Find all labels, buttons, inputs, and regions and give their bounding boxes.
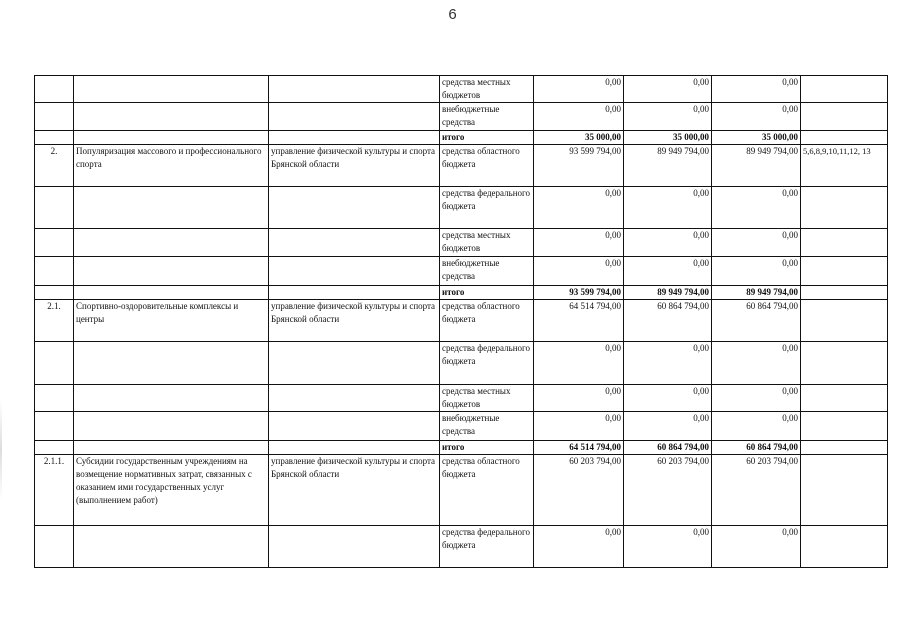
row-name <box>74 342 269 385</box>
amount-year-2: 0,00 <box>624 257 712 286</box>
scan-edge-mark <box>0 400 2 500</box>
amount-year-2: 60 864 794,00 <box>624 300 712 342</box>
table-row <box>35 300 888 342</box>
indicator-refs <box>801 412 888 441</box>
row-name <box>74 76 269 103</box>
funding-source: средства федерального бюджета <box>440 342 534 385</box>
amount-year-3: 0,00 <box>712 103 801 131</box>
row-number: 2. <box>35 145 74 187</box>
row-executor <box>269 76 440 103</box>
amount-year-2: 89 949 794,00 <box>624 145 712 187</box>
indicator-refs <box>801 385 888 412</box>
funding-source: средства местных бюджетов <box>440 385 534 412</box>
row-executor <box>269 526 440 568</box>
amount-year-2: 0,00 <box>624 385 712 412</box>
table-row <box>35 145 888 187</box>
row-executor <box>269 131 440 145</box>
amount-year-1: 0,00 <box>534 229 624 257</box>
row-number <box>35 526 74 568</box>
table-row <box>35 229 888 257</box>
indicator-refs <box>801 229 888 257</box>
row-name <box>74 441 269 455</box>
indicator-refs <box>801 455 888 526</box>
amount-year-1: 0,00 <box>534 187 624 229</box>
row-number <box>35 187 74 229</box>
amount-year-1: 0,00 <box>534 526 624 568</box>
row-number <box>35 342 74 385</box>
amount-year-3: 0,00 <box>712 229 801 257</box>
row-number <box>35 385 74 412</box>
table-row <box>35 76 888 103</box>
funding-source: средства областного бюджета <box>440 145 534 187</box>
amount-year-3: 60 864 794,00 <box>712 300 801 342</box>
row-number <box>35 76 74 103</box>
indicator-refs <box>801 131 888 145</box>
amount-year-1: 0,00 <box>534 385 624 412</box>
amount-year-1: 93 599 794,00 <box>534 145 624 187</box>
amount-year-2: 0,00 <box>624 342 712 385</box>
row-name: Популяризация массового и профессионального спорта <box>74 145 269 187</box>
amount-year-3: 0,00 <box>712 76 801 103</box>
funding-source: средства областного бюджета <box>440 300 534 342</box>
amount-year-1: 60 203 794,00 <box>534 455 624 526</box>
indicator-refs <box>801 187 888 229</box>
amount-year-1: 93 599 794,00 <box>534 286 624 300</box>
funding-source: средства федерального бюджета <box>440 526 534 568</box>
amount-year-1: 0,00 <box>534 342 624 385</box>
row-number <box>35 257 74 286</box>
row-number <box>35 103 74 131</box>
row-name: Субсидии государственным учреждениям на возмещение нормативных затрат, связанных с оказанием ими государственных услуг (выполнением работ) <box>74 455 269 526</box>
table-row <box>35 412 888 441</box>
amount-year-1: 0,00 <box>534 76 624 103</box>
amount-year-3: 89 949 794,00 <box>712 145 801 187</box>
amount-year-3: 0,00 <box>712 342 801 385</box>
amount-year-1: 0,00 <box>534 257 624 286</box>
indicator-refs: 5,6,8,9,10,11,12, 13 <box>801 145 888 187</box>
budget-table <box>34 75 888 568</box>
row-executor <box>269 103 440 131</box>
amount-year-2: 89 949 794,00 <box>624 286 712 300</box>
funding-source: внебюджетные средства <box>440 103 534 131</box>
funding-source: средства областного бюджета <box>440 455 534 526</box>
amount-year-1: 35 000,00 <box>534 131 624 145</box>
indicator-refs <box>801 76 888 103</box>
amount-year-3: 0,00 <box>712 412 801 441</box>
amount-year-2: 35 000,00 <box>624 131 712 145</box>
row-name: Спортивно-оздоровительные комплексы и центры <box>74 300 269 342</box>
row-executor: управление физической культуры и спорта Брянской области <box>269 300 440 342</box>
table-row <box>35 385 888 412</box>
amount-year-3: 89 949 794,00 <box>712 286 801 300</box>
funding-source: итого <box>440 286 534 300</box>
table-row-total <box>35 286 888 300</box>
amount-year-2: 0,00 <box>624 229 712 257</box>
amount-year-3: 35 000,00 <box>712 131 801 145</box>
amount-year-2: 0,00 <box>624 76 712 103</box>
funding-source: итого <box>440 441 534 455</box>
amount-year-2: 0,00 <box>624 103 712 131</box>
indicator-refs <box>801 526 888 568</box>
row-number <box>35 131 74 145</box>
table-row <box>35 455 888 526</box>
funding-source: внебюджетные средства <box>440 257 534 286</box>
indicator-refs <box>801 441 888 455</box>
row-number <box>35 286 74 300</box>
table-row <box>35 187 888 229</box>
amount-year-1: 0,00 <box>534 412 624 441</box>
indicator-refs <box>801 103 888 131</box>
indicator-refs <box>801 342 888 385</box>
row-name <box>74 257 269 286</box>
row-name <box>74 131 269 145</box>
row-name <box>74 187 269 229</box>
row-executor: управление физической культуры и спорта Брянской области <box>269 145 440 187</box>
row-executor <box>269 385 440 412</box>
funding-source: средства местных бюджетов <box>440 76 534 103</box>
row-executor <box>269 342 440 385</box>
amount-year-1: 64 514 794,00 <box>534 300 624 342</box>
amount-year-3: 60 203 794,00 <box>712 455 801 526</box>
row-executor <box>269 286 440 300</box>
row-number <box>35 229 74 257</box>
amount-year-3: 0,00 <box>712 187 801 229</box>
indicator-refs <box>801 257 888 286</box>
row-number: 2.1. <box>35 300 74 342</box>
amount-year-3: 0,00 <box>712 385 801 412</box>
indicator-refs <box>801 300 888 342</box>
table-row-total <box>35 441 888 455</box>
row-number: 2.1.1. <box>35 455 74 526</box>
row-name <box>74 526 269 568</box>
funding-source: итого <box>440 131 534 145</box>
table-row <box>35 103 888 131</box>
indicator-refs <box>801 286 888 300</box>
row-name <box>74 286 269 300</box>
funding-source: средства федерального бюджета <box>440 187 534 229</box>
funding-source: внебюджетные средства <box>440 412 534 441</box>
table-row-total <box>35 131 888 145</box>
amount-year-2: 0,00 <box>624 412 712 441</box>
amount-year-3: 60 864 794,00 <box>712 441 801 455</box>
amount-year-1: 0,00 <box>534 103 624 131</box>
amount-year-2: 0,00 <box>624 526 712 568</box>
page-number: 6 <box>448 6 457 23</box>
amount-year-2: 60 203 794,00 <box>624 455 712 526</box>
table-row <box>35 526 888 568</box>
amount-year-2: 60 864 794,00 <box>624 441 712 455</box>
row-name <box>74 412 269 441</box>
row-executor <box>269 441 440 455</box>
funding-source: средства местных бюджетов <box>440 229 534 257</box>
row-name <box>74 103 269 131</box>
table-row <box>35 342 888 385</box>
amount-year-3: 0,00 <box>712 257 801 286</box>
row-name <box>74 385 269 412</box>
amount-year-1: 64 514 794,00 <box>534 441 624 455</box>
amount-year-2: 0,00 <box>624 187 712 229</box>
table-row <box>35 257 888 286</box>
row-executor <box>269 257 440 286</box>
amount-year-3: 0,00 <box>712 526 801 568</box>
row-number <box>35 441 74 455</box>
row-executor <box>269 229 440 257</box>
row-executor: управление физической культуры и спорта Брянской области <box>269 455 440 526</box>
row-name <box>74 229 269 257</box>
row-executor <box>269 412 440 441</box>
row-number <box>35 412 74 441</box>
row-executor <box>269 187 440 229</box>
